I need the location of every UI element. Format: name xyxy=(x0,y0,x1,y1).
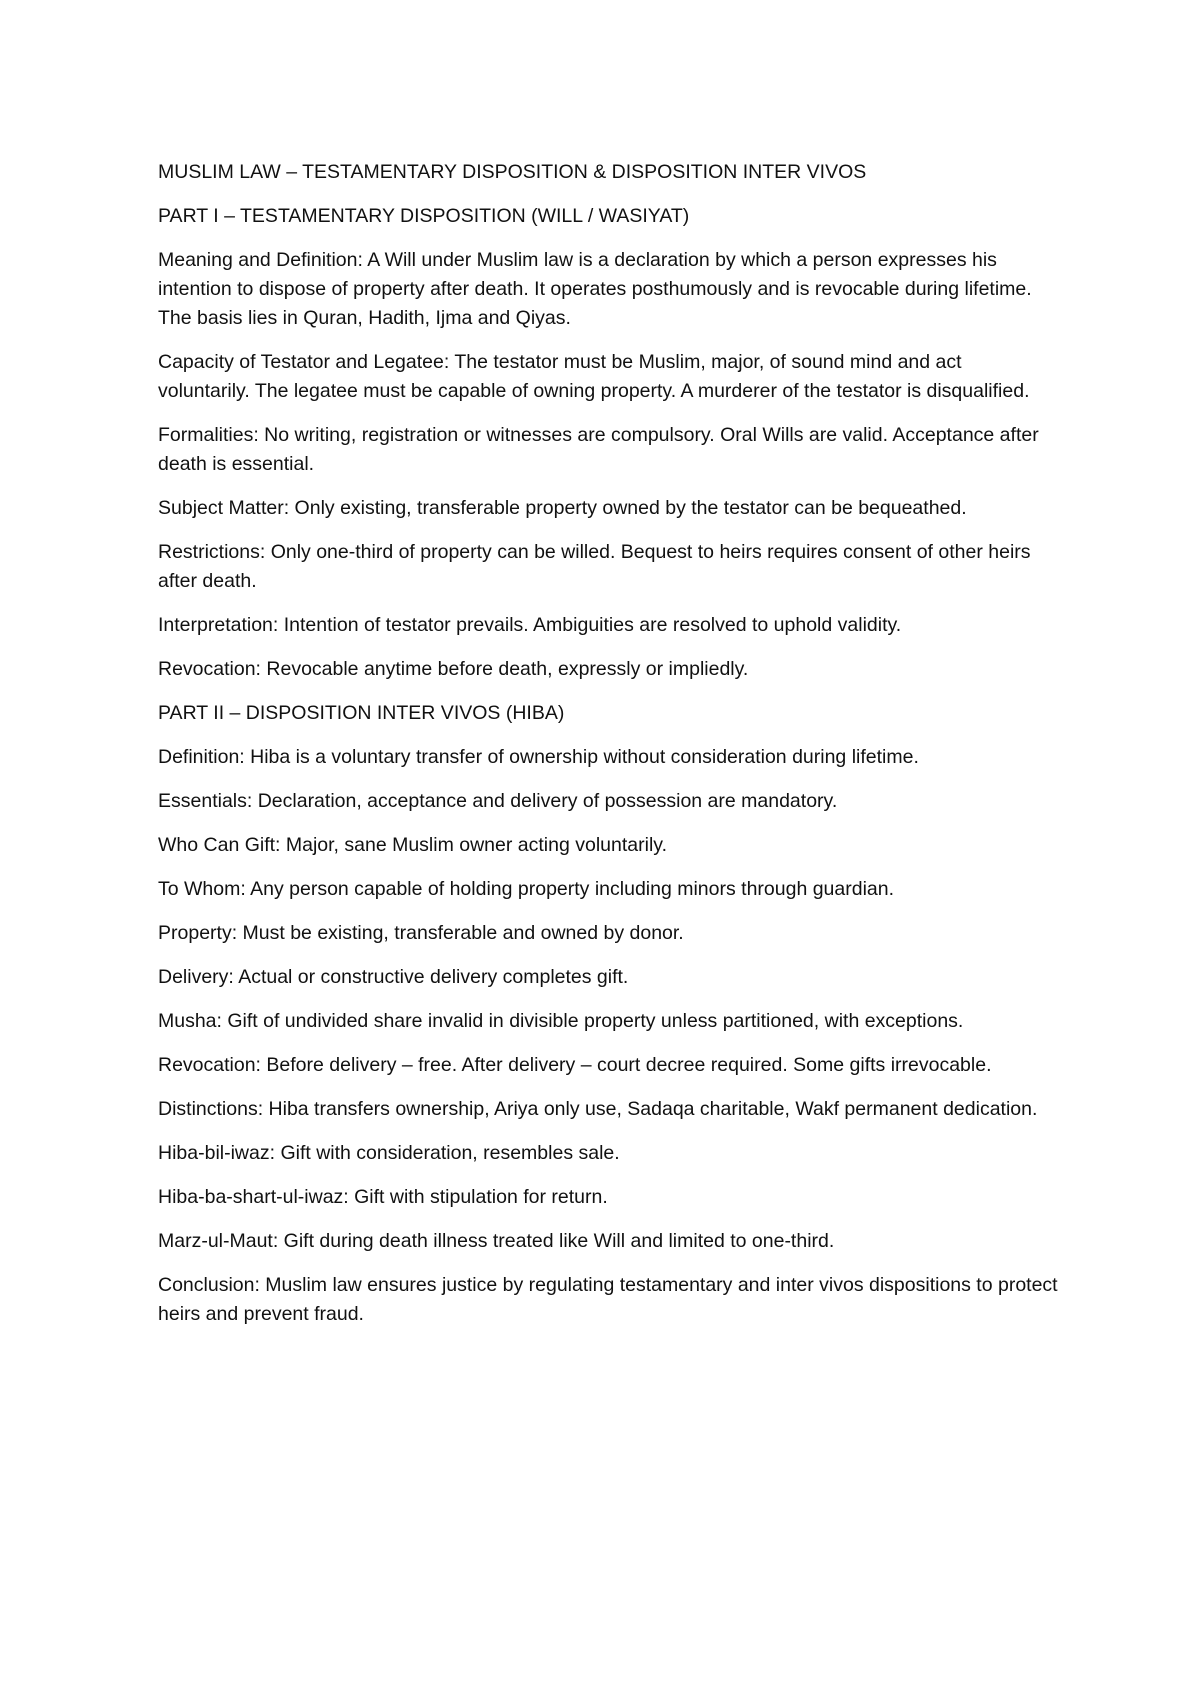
part2-paragraph-distinctions: Distinctions: Hiba transfers ownership, Ariya only use, Sadaqa charitable, Wakf permanent dedication. xyxy=(158,1098,1038,1120)
part2-paragraph-essentials: Essentials: Declaration, acceptance and delivery of possession are mandatory. xyxy=(158,790,838,812)
part2-paragraph-delivery: Delivery: Actual or constructive delivery completes gift. xyxy=(158,966,629,988)
part1-paragraph-revocation: Revocation: Revocable anytime before death, expressly or impliedly. xyxy=(158,658,749,680)
document-title: MUSLIM LAW – TESTAMENTARY DISPOSITION & DISPOSITION INTER VIVOS xyxy=(158,161,867,183)
part2-heading: PART II – DISPOSITION INTER VIVOS (HIBA) xyxy=(158,702,565,724)
part2-paragraph-hiba-ba-shart-ul-iwaz: Hiba-ba-shart-ul-iwaz: Gift with stipulation for return. xyxy=(158,1186,608,1208)
part2-paragraph-revocation: Revocation: Before delivery – free. After delivery – court decree required. Some gifts irrevocable. xyxy=(158,1054,992,1076)
document-body xyxy=(158,158,1058,1344)
part1-heading: PART I – TESTAMENTARY DISPOSITION (WILL / WASIYAT) xyxy=(158,205,690,227)
part2-paragraph-definition: Definition: Hiba is a voluntary transfer of ownership without consideration during lifetime. xyxy=(158,746,919,768)
part2-paragraph-who-can-gift: Who Can Gift: Major, sane Muslim owner acting voluntarily. xyxy=(158,834,667,856)
part2-paragraph-property: Property: Must be existing, transferable and owned by donor. xyxy=(158,922,684,944)
part1-paragraph-capacity: Capacity of Testator and Legatee: The testator must be Muslim, major, of sound mind and act voluntarily. The legatee must be capable of owning property. A murderer of the testator is disqualified. xyxy=(158,351,1030,402)
part1-paragraph-restrictions: Restrictions: Only one-third of property can be willed. Bequest to heirs requires consent of other heirs after death. xyxy=(158,541,1031,592)
part2-paragraph-marz-ul-maut: Marz-ul-Maut: Gift during death illness treated like Will and limited to one-third. xyxy=(158,1230,835,1252)
part1-paragraph-meaning: Meaning and Definition: A Will under Muslim law is a declaration by which a person expresses his intention to dispose of property after death. It operates posthumously and is revocable during lifetime. The basis lies in Quran, Hadith, Ijma and Qiyas. xyxy=(158,249,1032,329)
part1-paragraph-formalities: Formalities: No writing, registration or witnesses are compulsory. Oral Wills are valid. Acceptance after death is essential. xyxy=(158,424,1039,475)
part2-paragraph-conclusion: Conclusion: Muslim law ensures justice by regulating testamentary and inter vivos dispositions to protect heirs and prevent fraud. xyxy=(158,1274,1058,1325)
part1-paragraph-interpretation: Interpretation: Intention of testator prevails. Ambiguities are resolved to uphold validity. xyxy=(158,614,902,636)
part2-paragraph-hiba-bil-iwaz: Hiba-bil-iwaz: Gift with consideration, resembles sale. xyxy=(158,1142,620,1164)
part1-paragraph-subject-matter: Subject Matter: Only existing, transferable property owned by the testator can be bequeathed. xyxy=(158,497,967,519)
part2-paragraph-musha: Musha: Gift of undivided share invalid in divisible property unless partitioned, with exceptions. xyxy=(158,1010,964,1032)
part2-paragraph-to-whom: To Whom: Any person capable of holding property including minors through guardian. xyxy=(158,878,895,900)
